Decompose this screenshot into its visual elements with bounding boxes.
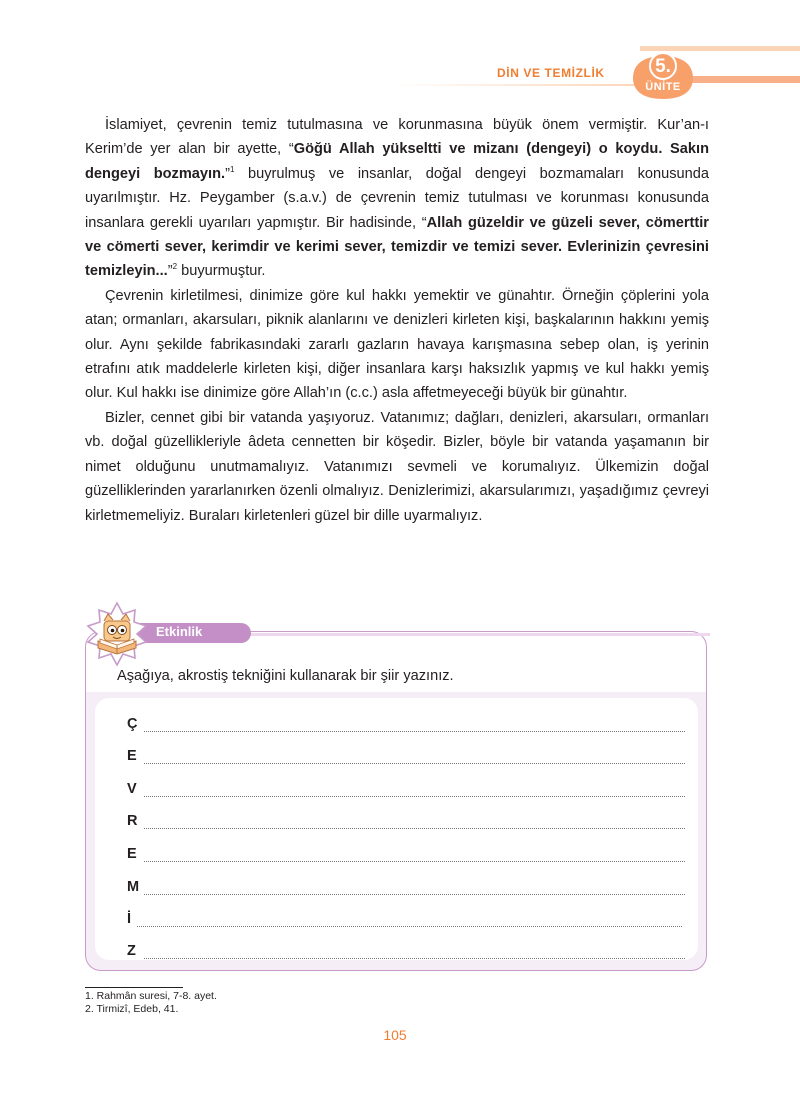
- dotted-write-line[interactable]: [144, 796, 685, 797]
- quote-text: Göğü Allah yükseltti ve mizanı (dengeyi) o koydu. Sakın dengeyi bozmayın.: [85, 141, 709, 182]
- unit-badge: [627, 51, 699, 101]
- book-mascot-icon: [84, 601, 150, 667]
- header-decor-line: [690, 76, 800, 83]
- activity-header-line: [245, 633, 710, 636]
- dotted-write-line[interactable]: [144, 958, 685, 959]
- unit-label: ÜNİTE: [645, 81, 681, 93]
- acrostic-letter: Ç: [127, 716, 138, 732]
- page-number: 105: [383, 1027, 407, 1043]
- unit-number: 5.: [655, 56, 671, 77]
- acrostic-writing-area: [95, 698, 698, 960]
- paragraph-text: ”: [167, 263, 173, 280]
- activity-prompt: Aşağıya, akrostiş tekniğini kullanarak bir şiir yazınız.: [117, 668, 454, 684]
- paragraph: [85, 284, 709, 406]
- quote-text: Allah güzeldir ve güzeli sever, cömerttir ve cömerti sever, kerimdir ve kerimi sever, temizdir ve temizi sever. Evlerinizin çevresini temizleyin...: [85, 214, 709, 280]
- acrostic-letter: V: [127, 781, 137, 797]
- paragraph: [85, 113, 709, 284]
- paragraph-text: Çevrenin kirletilmesi, dinimize göre kul hakkı yemektir ve günahtır. Örneğin çöplerini yola atan; ormanları, akarsuları, piknik alanlarını ve denizleri kirleten kişi, başkalarının hakkını yemiş olur. Aynı şekilde fabrikasındaki zararlı gazların havaya karışmasına sebep olan, iş yerinin etrafını atık maddelerle kirleten kişi, diğer insanlara karşı haksızlık yapmış ve kul hakkı yemiş olur. Kul hakkı ise dinimize göre Allah’ın (c.c.) asla affetmeyeceği büyük bir günahtır.: [85, 287, 709, 402]
- footnote-rule: [85, 987, 183, 988]
- acrostic-letter: R: [127, 813, 138, 829]
- header-decor-line: [390, 84, 640, 86]
- dotted-write-line[interactable]: [137, 926, 682, 927]
- paragraph-text: buyurmuştur.: [177, 263, 266, 280]
- footnote: 1. Rahmân suresi, 7-8. ayet.: [85, 990, 217, 1002]
- acrostic-letter: Z: [127, 943, 136, 959]
- dotted-write-line[interactable]: [144, 828, 685, 829]
- dotted-write-line[interactable]: [144, 763, 685, 764]
- acrostic-letter: E: [127, 846, 137, 862]
- paragraph: [85, 406, 709, 528]
- paragraph-text: İslamiyet, çevrenin temiz tutulmasına ve korunmasına büyük önem vermiştir. Kur’an-ı Kerim’de yer alan bir ayette, “: [85, 117, 709, 158]
- dotted-write-line[interactable]: [144, 731, 685, 732]
- activity-title: Etkinlik: [156, 624, 203, 639]
- footnote: 2. Tirmizî, Edeb, 41.: [85, 1003, 179, 1015]
- acrostic-letter: İ: [127, 911, 132, 927]
- dotted-write-line[interactable]: [144, 861, 685, 862]
- section-title: DİN VE TEMİZLİK: [497, 66, 605, 80]
- paragraph-text: Bizler, cennet gibi bir vatanda yaşıyoruz. Vatanımız; dağları, denizleri, akarsuları, ormanları vb. doğal güzellikleriyle âdeta cennetten bir köşedir. Bizler, böyle bir vatanda yaşamanın bir nimet olduğunu unutmamalıyız. Vatanımızı sevmeli ve korumalıyız. Ülkemizin doğal güzelliklerinden yararlanırken özenli olmalıyız. Denizlerimizi, akarsularımızı, yaşadığımız çevreyi kirletmemeliyiz. Buraları kirletenleri güzel bir dille uyarmalıyız.: [85, 409, 709, 524]
- acrostic-letter: E: [127, 748, 137, 764]
- body-text: [85, 113, 709, 528]
- dotted-write-line[interactable]: [144, 894, 685, 895]
- paragraph-text: buyrulmuş ve insanlar, doğal dengeyi bozmamaları konusunda uyarılmıştır. Hz. Peygamber (s.a.v.) de çevrenin temiz tutulması ve korunması konusunda insanlara gerekli uyarıları yapmıştır. Bir hadisinde, “: [85, 165, 710, 231]
- paragraph-text: ”: [225, 165, 230, 182]
- footnote-ref: 2: [172, 262, 178, 272]
- acrostic-letter: M: [127, 879, 140, 895]
- footnote-ref: 1: [229, 164, 235, 174]
